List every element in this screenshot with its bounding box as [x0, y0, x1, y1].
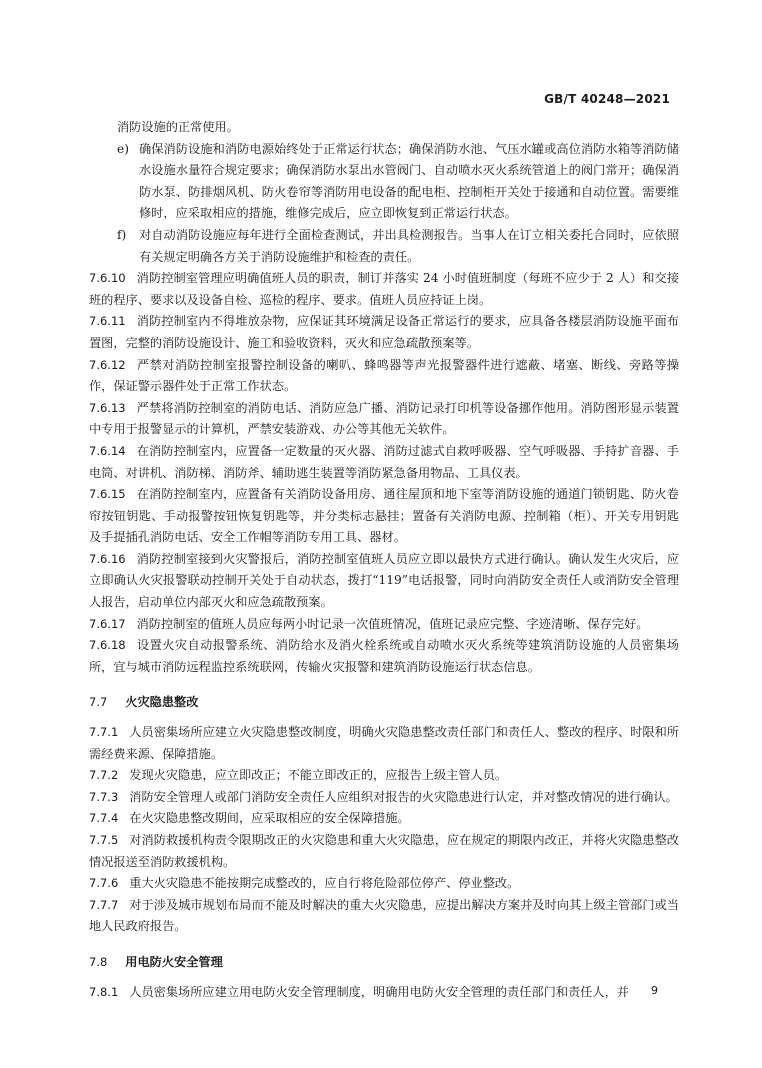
clause-7-6-12 [89, 355, 679, 398]
clause-number: 7.7.4 [89, 811, 119, 826]
standard-code: GB/T 40248—2021 [544, 92, 670, 106]
list-item-label: e) [117, 141, 129, 156]
clause-text: 消防安全管理人或部门消防安全责任人应组织对报告的火灾隐患进行认定，并对整改情况的进行确认。 [129, 789, 678, 804]
clause-number: 7.6.15 [89, 487, 126, 502]
list-item-text: 确保消防设施和消防电源始终处于正常运行状态；确保消防水池、气压水罐或高位消防水箱等消防储水设施水量符合规定要求；确保消防水泵出水管阀门、自动喷水灭火系统管道上的阀门常开；确保消防水泵、防排烟风机、防火卷帘等消防用电设备的配电柜、控制柜开关处于接通和自动位置。需要维修时，应采取相应的措施，维修完成后，应立即恢复到正常运行状态。 [139, 141, 679, 221]
section-number: 7.7 [89, 695, 108, 710]
section-heading-7-8 [89, 952, 679, 974]
section-number: 7.8 [89, 954, 108, 969]
clause-text: 消防控制室内不得堆放杂物，应保证其环境满足设备正常运行的要求，应具备各楼层消防设施平面布置图，完整的消防设施设计、施工和验收资料，灭火和应急疏散预案等。 [89, 314, 679, 350]
clause-7-6-16 [89, 549, 679, 614]
clause-number: 7.7.2 [89, 768, 119, 783]
clause-number: 7.6.11 [89, 314, 126, 329]
clause-7-6-13 [89, 398, 679, 441]
list-item-e [89, 139, 679, 225]
clause-7-6-14 [89, 441, 679, 484]
clause-number: 7.8.1 [89, 984, 119, 999]
list-item-continuation: 消防设施的正常使用。 [117, 120, 239, 134]
clause-7-7-5 [89, 830, 679, 873]
clause-number: 7.6.12 [89, 357, 126, 372]
page-number: 9 [651, 984, 658, 997]
clause-number: 7.7.7 [89, 897, 119, 912]
clause-7-7-6 [89, 873, 679, 895]
clause-7-6-10 [89, 268, 679, 311]
clause-text: 发现火灾隐患，应立即改正；不能立即改正的，应报告上级主管人员。 [129, 768, 508, 783]
clause-text: 对消防救援机构责令限期改正的火灾隐患和重大火灾隐患，应在规定的期限内改正，并将火灾隐患整改情况报送至消防救援机构。 [89, 833, 679, 869]
clause-number: 7.6.13 [89, 400, 126, 415]
clause-text: 消防控制室接到火灾警报后，消防控制室值班人员应立即以最快方式进行确认。确认发生火灾后，应立即确认火灾报警联动控制开关处于自动状态，拨打“119”电话报警，同时向消防安全责任人或消防安全管理人报告，启动单位内部灭火和应急疏散预案。 [89, 551, 679, 610]
clause-text: 对于涉及城市规划布局而不能及时解决的重大火灾隐患，应提出解决方案并及时向其上级主管部门或当地人民政府报告。 [89, 897, 679, 934]
section-heading-7-7 [89, 692, 679, 714]
section-title: 火灾隐患整改 [125, 695, 199, 710]
page-content [89, 117, 679, 1003]
clause-7-6-17 [89, 614, 679, 636]
clause-text: 消防控制室的值班人员应每两小时记录一次值班情况，值班记录应完整、字迹清晰、保存完好。 [136, 616, 649, 631]
clause-7-7-2 [89, 765, 679, 787]
list-item-label: f) [117, 227, 127, 242]
clause-text: 人员密集场所应建立用电防火安全管理制度，明确用电防火安全管理的责任部门和责任人，并 [129, 984, 629, 999]
clause-number: 7.6.18 [89, 638, 126, 653]
clause-number: 7.7.6 [89, 876, 119, 891]
clause-number: 7.6.17 [89, 616, 126, 631]
clause-number: 7.6.14 [89, 443, 126, 458]
clause-7-7-3 [89, 787, 679, 809]
clause-7-6-18 [89, 635, 679, 678]
list-item-text: 对自动消防设施应每年进行全面检查测试，并出具检测报告。当事人在订立相关委托合同时，应依照有关规定明确各方关于消防设施维护和检查的责任。 [139, 227, 679, 264]
clause-text: 设置火灾自动报警系统、消防给水及消火栓系统或自动喷水灭火系统等建筑消防设施的人员密集场所，宜与城市消防远程监控系统联网，传输火灾报警和建筑消防设施运行状态信息。 [89, 638, 679, 674]
clause-7-6-11 [89, 311, 679, 354]
clause-number: 7.7.1 [89, 725, 119, 740]
list-item-f [89, 225, 679, 268]
clause-text: 严禁将消防控制室的消防电话、消防应急广播、消防记录打印机等设备挪作他用。消防图形显示装置中专用于报警显示的计算机，严禁安装游戏、办公等其他无关软件。 [89, 400, 679, 437]
clause-text: 在火灾隐患整改期间，应采取相应的安全保障措施。 [129, 811, 410, 826]
clause-text: 重大火灾隐患不能按期完成整改的，应自行将危险部位停产、停业整改。 [129, 876, 520, 891]
clause-7-7-4 [89, 808, 679, 830]
clause-number: 7.6.16 [89, 551, 126, 566]
clause-number: 7.7.3 [89, 789, 119, 804]
clause-text: 在消防控制室内，应置备一定数量的灭火器、消防过滤式自救呼吸器、空气呼吸器、手持扩音器、手电筒、对讲机、消防梯、消防斧、辅助逃生装置等消防紧急备用物品、工具仪表。 [89, 443, 679, 480]
clause-text: 严禁对消防控制室报警控制设备的喇叭、蜂鸣器等声光报警器件进行遮蔽、堵塞、断线、旁路等操作，保证警示器件处于正常工作状态。 [89, 357, 679, 394]
clause-7-6-15 [89, 484, 679, 549]
clause-number: 7.7.5 [89, 833, 119, 847]
clause-7-8-1 [89, 982, 679, 1004]
section-title: 用电防火安全管理 [125, 954, 223, 969]
clause-7-7-7 [89, 895, 679, 938]
clause-text: 人员密集场所应建立火灾隐患整改制度，明确火灾隐患整改责任部门和责任人、整改的程序、时限和所需经费来源、保障措施。 [89, 725, 679, 761]
clause-7-7-1 [89, 722, 679, 765]
clause-number: 7.6.10 [89, 271, 126, 286]
clause-text: 消防控制室管理应明确值班人员的职责，制订并落实 24 小时值班制度（每班不应少于 2 人）和交接班的程序、要求以及设备自检、巡检的程序、要求。值班人员应持证上岗。 [89, 271, 679, 307]
clause-text: 在消防控制室内，应置备有关消防设备用房、通往屋顶和地下室等消防设施的通道门锁钥匙、防火卷帘按钮钥匙、手动报警按钮恢复钥匙等，并分类标志悬挂；置备有关消防电源、控制箱（柜）、开关专用钥匙及手提插孔消防电话、安全工作帽等消防专用工具、器材。 [89, 487, 679, 545]
